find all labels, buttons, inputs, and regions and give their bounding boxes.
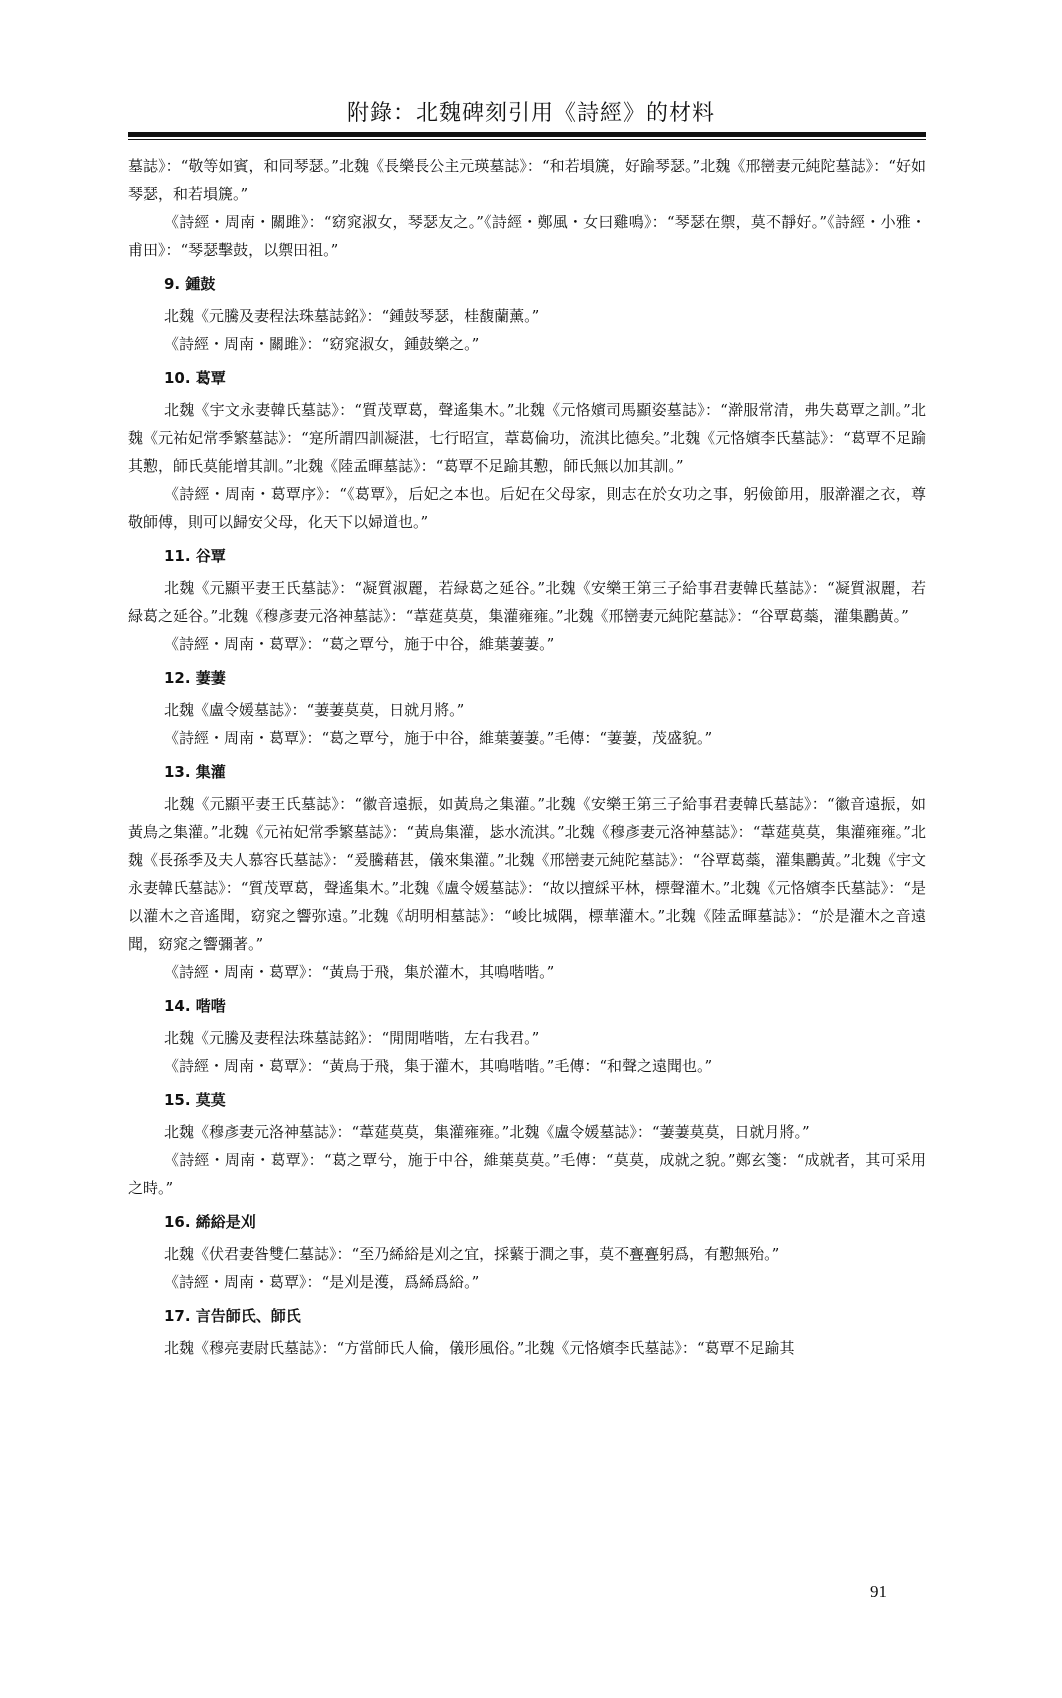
- body-paragraph: 《詩經・周南・關雎》：“窈窕淑女，鍾鼓樂之。”: [164, 335, 480, 353]
- body-paragraph: 北魏《元騰及妻程法珠墓誌銘》：“鍾鼓琴瑟，桂馥蘭薰。”: [164, 307, 540, 325]
- section-heading: 9. 鍾鼓: [164, 275, 216, 293]
- body-paragraph: 《詩經・周南・葛覃》：“是刈是濩，爲絺爲綌。”: [164, 1273, 480, 1291]
- body-paragraph: 《詩經・周南・葛覃序》：“《葛覃》，后妃之本也。后妃在父母家，則志在於女功之事，躬儉節用，服澣濯之衣，尊敬師傅，則可以歸安父母，化天下以婦道也。”: [128, 485, 926, 531]
- running-header: 附錄：北魏碑刻引用《詩經》的材料: [346, 101, 715, 126]
- body-paragraph: 北魏《穆亮妻尉氏墓誌》：“方當師氏人倫，儀形風俗。”北魏《元恪嬪李氏墓誌》：“葛覃不足踰其: [164, 1339, 795, 1357]
- body-paragraph: 《詩經・周南・葛覃》：“葛之覃兮，施于中谷，維葉萋萋。”毛傳：“萋萋，茂盛貌。”: [164, 729, 713, 747]
- section-heading: 11. 谷覃: [164, 547, 226, 565]
- body-paragraph: 《詩經・周南・葛覃》：“黃鳥于飛，集于灌木，其鳴喈喈。”毛傳：“和聲之遠聞也。”: [164, 1057, 713, 1075]
- body-paragraph: 《詩經・周南・葛覃》：“黃鳥于飛，集於灌木，其鳴喈喈。”: [164, 963, 555, 981]
- section-heading: 12. 萋萋: [164, 669, 226, 687]
- section-heading: 17. 言告師氏、師氏: [164, 1307, 301, 1325]
- section-heading: 16. 絺綌是刈: [164, 1213, 256, 1231]
- body-paragraph: 北魏《元顯平妻王氏墓誌》：“凝質淑麗，若緑葛之延谷。”北魏《安樂王第三子給事君妻韓氏墓誌》：“凝質淑麗，若緑葛之延谷。”北魏《穆彥妻元洛神墓誌》：“葦莚莫莫，集灌雍雍。”北魏《邢巒妻元純陀墓誌》：“谷覃葛蘂，灌集鸝黃。”: [128, 579, 926, 625]
- section-heading: 14. 喈喈: [164, 997, 226, 1015]
- section-heading: 15. 莫莫: [164, 1091, 226, 1109]
- header-rule-thick: [128, 132, 926, 137]
- body-paragraph: 北魏《元顯平妻王氏墓誌》：“徽音遠振，如黃鳥之集灌。”北魏《安樂王第三子給事君妻韓氏墓誌》：“徽音遠振，如黃鳥之集灌。”北魏《元祐妃常季繁墓誌》：“黃鳥集灌，毖水流淇。”北魏《穆彥妻元洛神墓誌》：“葦莚莫莫，集灌雍雍。”北魏《長孫季及夫人慕容氏墓誌》：“爰騰藉甚，儀來集灌。”北魏《邢巒妻元純陀墓誌》：“谷覃葛蘂，灌集鸝黃。”北魏《宇文永妻韓氏墓誌》：“質茂覃葛，聲遙集木。”北魏《盧令媛墓誌》：“故以擅綵平林，標聲灌木。”北魏《元恪嬪李氏墓誌》：“是以灌木之音遙聞，窈窕之響弥遠。”北魏《胡明相墓誌》：“峻比城隅，標華灌木。”北魏《陸孟暉墓誌》：“於是灌木之音遠聞，窈窕之響彌著。”: [128, 795, 926, 953]
- header-rule-thin: [128, 139, 926, 140]
- body-paragraph: 北魏《盧令媛墓誌》：“萋萋莫莫，日就月將。”: [164, 701, 465, 719]
- document-body: [128, 152, 926, 1362]
- section-heading: 13. 集灌: [164, 763, 226, 781]
- body-paragraph: 《詩經・周南・關雎》：“窈窕淑女，琴瑟友之。”《詩經・鄭風・女曰雞鳴》：“琴瑟在禦，莫不靜好。”《詩經・小雅・甫田》：“琴瑟擊鼓，以禦田祖。”: [128, 213, 926, 259]
- body-paragraph: 《詩經・周南・葛覃》：“葛之覃兮，施于中谷，維葉萋萋。”: [164, 635, 555, 653]
- section-heading: 10. 葛覃: [164, 369, 226, 387]
- body-paragraph: 墓誌》：“敬等如賓，和同琴瑟。”北魏《長樂長公主元瑛墓誌》：“和若塤篪，好踰琴瑟。”北魏《邢巒妻元純陀墓誌》：“好如琴瑟，和若塤篪。”: [128, 157, 926, 203]
- page-number: 91: [870, 1582, 887, 1601]
- body-paragraph: 《詩經・周南・葛覃》：“葛之覃兮，施于中谷，維葉莫莫。”毛傳：“莫莫，成就之貌。”鄭玄箋：“成就者，其可采用之時。”: [128, 1151, 926, 1197]
- body-paragraph: 北魏《伏君妻昝雙仁墓誌》：“至乃絺綌是刈之宜，採蘩于澗之事，莫不亹亹躬爲，有懃無殆。”: [164, 1245, 780, 1263]
- body-paragraph: 北魏《穆彥妻元洛神墓誌》：“葦莚莫莫，集灌雍雍。”北魏《盧令媛墓誌》：“萋萋莫莫，日就月將。”: [164, 1123, 810, 1141]
- body-paragraph: 北魏《宇文永妻韓氏墓誌》：“質茂覃葛，聲遙集木。”北魏《元恪嬪司馬顯姿墓誌》：“澣服常清，弗失葛覃之訓。”北魏《元祐妃常季繁墓誌》：“寔所謂四訓凝湛，七行昭宣，葦葛倫功，流淇比德矣。”北魏《元恪嬪李氏墓誌》：“葛覃不足踰其懃，師氏莫能增其訓。”北魏《陸孟暉墓誌》：“葛覃不足踰其懃，師氏無以加其訓。”: [128, 401, 926, 475]
- body-paragraph: 北魏《元騰及妻程法珠墓誌銘》：“閒閒喈喈，左右我君。”: [164, 1029, 540, 1047]
